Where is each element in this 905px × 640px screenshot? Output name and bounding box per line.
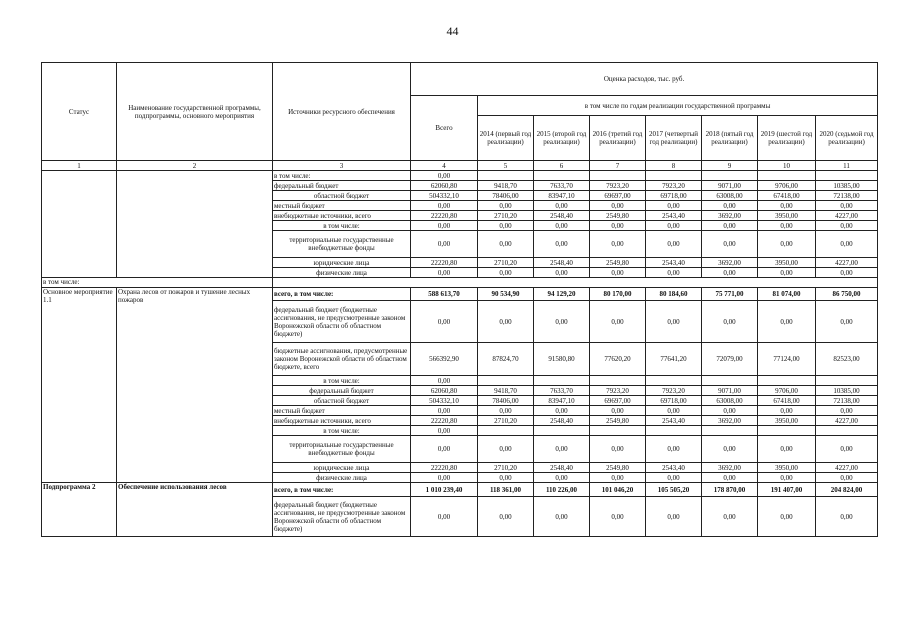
value-cell: 3950,00 [758,416,816,426]
value-cell: 0,00 [411,376,478,386]
value-cell: 0,00 [478,268,534,278]
value-cell: 0,00 [534,473,590,483]
value-cell: 0,00 [758,221,816,231]
source-label: областной бюджет [273,396,411,406]
value-cell: 191 407,00 [758,483,816,497]
value-cell: 2549,80 [590,463,646,473]
source-label: в том числе: [273,171,411,181]
value-cell: 0,00 [411,171,478,181]
value-cell: 7633,70 [534,386,590,396]
value-cell: 7923,20 [646,181,702,191]
value-cell: 9706,00 [758,386,816,396]
value-cell [478,171,534,181]
value-cell: 2548,40 [534,463,590,473]
value-cell [646,376,702,386]
subprogram-2-block [42,483,878,537]
empty-cell [117,171,273,278]
value-cell: 3950,00 [758,463,816,473]
header-estimate: Оценка расходов, тыс. руб. [411,63,878,96]
value-cell: 22220,80 [411,416,478,426]
value-cell [816,426,878,436]
value-cell: 2710,20 [478,211,534,221]
value-cell: 0,00 [816,221,878,231]
value-cell: 0,00 [478,436,534,463]
header-by-years: в том числе по годам реализации государственной программы [478,96,878,116]
value-cell: 0,00 [534,201,590,211]
col-number: 10 [758,161,816,171]
value-cell: 3692,00 [702,211,758,221]
value-cell [534,376,590,386]
header-source: Источники ресурсного обеспечения [273,63,411,161]
source-label: федеральный бюджет [273,181,411,191]
source-label: в том числе: [273,221,411,231]
header-year: 2015 (второй год реализации) [534,116,590,161]
block1 [42,171,878,288]
value-cell: 94 129,20 [534,288,590,301]
value-cell: 72079,00 [702,343,758,376]
value-cell: 80 184,60 [646,288,702,301]
value-cell: 2549,80 [590,211,646,221]
value-cell: 0,00 [646,436,702,463]
header-name: Наименование государственной программы, подпрограммы, основного мероприятия [117,63,273,161]
value-cell [646,171,702,181]
column-numbers-row [42,161,878,171]
value-cell: 504332,10 [411,396,478,406]
value-cell [646,426,702,436]
value-cell: 3692,00 [702,258,758,268]
table-row [42,288,878,301]
value-cell: 1 010 239,40 [411,483,478,497]
value-cell: 0,00 [816,231,878,258]
value-cell [702,171,758,181]
col-number: 5 [478,161,534,171]
header-year: 2018 (пятый год реализации) [702,116,758,161]
value-cell: 0,00 [411,201,478,211]
value-cell [816,376,878,386]
col-number: 6 [534,161,590,171]
col-number: 4 [411,161,478,171]
value-cell: 0,00 [478,221,534,231]
value-cell: 2543,40 [646,463,702,473]
value-cell: 0,00 [646,221,702,231]
source-label: областной бюджет [273,191,411,201]
value-cell: 0,00 [816,301,878,343]
value-cell: 91580,80 [534,343,590,376]
value-cell: 0,00 [816,268,878,278]
col-number: 9 [702,161,758,171]
value-cell: 77124,00 [758,343,816,376]
source-label: территориальные государственные внебюджетные фонды [273,436,411,463]
in-that-number-label: в том числе: [42,278,273,288]
value-cell [478,426,534,436]
source-label: в том числе: [273,426,411,436]
header-total: Всего [411,96,478,161]
table-row [42,483,878,497]
value-cell: 22220,80 [411,258,478,268]
value-cell [758,171,816,181]
value-cell: 0,00 [478,406,534,416]
value-cell: 0,00 [590,473,646,483]
value-cell: 0,00 [758,473,816,483]
empty-cell [42,171,117,278]
value-cell: 87824,70 [478,343,534,376]
value-cell: 4227,00 [816,258,878,268]
value-cell: 9071,00 [702,181,758,191]
value-cell: 4227,00 [816,463,878,473]
value-cell: 22220,80 [411,211,478,221]
value-cell: 0,00 [758,497,816,537]
source-label: в том числе: [273,376,411,386]
value-cell: 10385,00 [816,181,878,191]
value-cell: 0,00 [411,436,478,463]
value-cell: 0,00 [590,406,646,416]
value-cell: 69718,00 [646,396,702,406]
value-cell: 504332,10 [411,191,478,201]
value-cell [590,376,646,386]
source-label: федеральный бюджет (бюджетные ассигнования, не предусмотренные законом Воронежской области об областном бюджете) [273,301,411,343]
value-cell: 0,00 [758,268,816,278]
value-cell [534,426,590,436]
value-cell: 0,00 [590,268,646,278]
value-cell: 0,00 [816,436,878,463]
value-cell: 0,00 [646,301,702,343]
value-cell: 0,00 [702,231,758,258]
measure-1-1-block [42,288,878,483]
value-cell: 86 750,00 [816,288,878,301]
value-cell [758,426,816,436]
value-cell: 81 074,00 [758,288,816,301]
source-label: юридические лица [273,463,411,473]
value-cell: 0,00 [411,268,478,278]
value-cell: 7923,20 [590,181,646,191]
value-cell: 69697,00 [590,191,646,201]
value-cell: 0,00 [758,301,816,343]
value-cell: 2543,40 [646,416,702,426]
value-cell: 7923,20 [590,386,646,396]
col-number: 3 [273,161,411,171]
header-year: 2019 (шестой год реализации) [758,116,816,161]
source-label: бюджетные ассигнования, предусмотренные законом Воронежской области об областном бюджете, всего [273,343,411,376]
value-cell: 69718,00 [646,191,702,201]
value-cell: 0,00 [758,231,816,258]
value-cell: 0,00 [411,406,478,416]
value-cell: 83947,10 [534,191,590,201]
value-cell: 0,00 [702,268,758,278]
value-cell: 0,00 [702,497,758,537]
source-label: федеральный бюджет (бюджетные ассигнования, не предусмотренные законом Воронежской области об областном бюджете) [273,497,411,537]
header-year: 2020 (седьмой год реализации) [816,116,878,161]
value-cell: 110 226,00 [534,483,590,497]
value-cell: 3692,00 [702,463,758,473]
subprogram-name: Обеспечение использования лесов [117,483,273,537]
source-label: физические лица [273,268,411,278]
value-cell [702,376,758,386]
source-label: всего, в том числе: [273,483,411,497]
value-cell: 0,00 [534,231,590,258]
header-year: 2014 (первый год реализации) [478,116,534,161]
subprogram-status: Подпрограмма 2 [42,483,117,537]
value-cell: 178 870,00 [702,483,758,497]
value-cell: 2710,20 [478,258,534,268]
value-cell: 0,00 [702,301,758,343]
value-cell: 82523,00 [816,343,878,376]
value-cell: 77620,20 [590,343,646,376]
value-cell: 2710,20 [478,463,534,473]
value-cell [534,171,590,181]
value-cell: 0,00 [590,436,646,463]
value-cell: 566392,90 [411,343,478,376]
value-cell: 7633,70 [534,181,590,191]
value-cell: 77641,20 [646,343,702,376]
value-cell: 0,00 [478,231,534,258]
value-cell [816,171,878,181]
value-cell: 83947,10 [534,396,590,406]
value-cell: 4227,00 [816,416,878,426]
value-cell: 0,00 [646,231,702,258]
value-cell: 2543,40 [646,211,702,221]
value-cell: 0,00 [534,301,590,343]
value-cell: 3692,00 [702,416,758,426]
value-cell [478,376,534,386]
measure-status: Основное мероприятие 1.1 [42,288,117,483]
value-cell: 67418,00 [758,396,816,406]
value-cell: 204 824,00 [816,483,878,497]
value-cell: 0,00 [702,221,758,231]
value-cell: 0,00 [478,301,534,343]
value-cell: 63008,00 [702,396,758,406]
value-cell: 0,00 [758,201,816,211]
value-cell: 0,00 [702,473,758,483]
col-number: 8 [646,161,702,171]
empty-cell [273,278,878,288]
value-cell: 0,00 [590,201,646,211]
value-cell: 0,00 [534,268,590,278]
source-label: всего, в том числе: [273,288,411,301]
value-cell: 0,00 [534,436,590,463]
value-cell: 78406,00 [478,191,534,201]
header-year: 2016 (третий год реализации) [590,116,646,161]
value-cell: 0,00 [590,221,646,231]
value-cell: 118 361,00 [478,483,534,497]
value-cell: 0,00 [702,436,758,463]
value-cell: 0,00 [646,406,702,416]
value-cell: 0,00 [478,201,534,211]
value-cell: 0,00 [411,497,478,537]
budget-table [41,62,878,537]
value-cell [702,426,758,436]
table-row [42,171,878,181]
value-cell: 0,00 [702,201,758,211]
value-cell: 0,00 [411,231,478,258]
source-label: местный бюджет [273,201,411,211]
page-number: 44 [446,24,459,38]
value-cell: 2710,20 [478,416,534,426]
value-cell: 2548,40 [534,211,590,221]
value-cell: 0,00 [702,406,758,416]
value-cell: 69697,00 [590,396,646,406]
value-cell: 10385,00 [816,386,878,396]
measure-name: Охрана лесов от пожаров и тушение лесных пожаров [117,288,273,483]
value-cell: 7923,20 [646,386,702,396]
value-cell: 0,00 [646,497,702,537]
value-cell: 63008,00 [702,191,758,201]
value-cell: 9418,70 [478,386,534,396]
value-cell: 0,00 [534,406,590,416]
value-cell: 105 505,20 [646,483,702,497]
value-cell: 0,00 [758,436,816,463]
value-cell: 0,00 [411,301,478,343]
source-label: юридические лица [273,258,411,268]
value-cell: 588 613,70 [411,288,478,301]
col-number: 1 [42,161,117,171]
value-cell: 0,00 [816,473,878,483]
value-cell: 0,00 [534,497,590,537]
value-cell: 0,00 [816,497,878,537]
value-cell: 0,00 [646,268,702,278]
value-cell: 78406,00 [478,396,534,406]
value-cell: 80 170,00 [590,288,646,301]
value-cell: 0,00 [478,473,534,483]
value-cell: 0,00 [590,497,646,537]
source-label: внебюджетные источники, всего [273,416,411,426]
value-cell: 0,00 [646,473,702,483]
value-cell: 72138,00 [816,396,878,406]
value-cell: 0,00 [411,221,478,231]
value-cell: 0,00 [590,231,646,258]
value-cell: 3950,00 [758,258,816,268]
value-cell: 62060,80 [411,181,478,191]
value-cell: 9706,00 [758,181,816,191]
source-label: внебюджетные источники, всего [273,211,411,221]
value-cell: 3950,00 [758,211,816,221]
value-cell: 75 771,00 [702,288,758,301]
source-label: местный бюджет [273,406,411,416]
header-year: 2017 (четвертый год реализации) [646,116,702,161]
col-number: 11 [816,161,878,171]
value-cell: 2543,40 [646,258,702,268]
value-cell: 2548,40 [534,258,590,268]
value-cell: 22220,80 [411,463,478,473]
value-cell: 0,00 [478,497,534,537]
value-cell: 0,00 [411,426,478,436]
value-cell: 62060,80 [411,386,478,396]
col-number: 2 [117,161,273,171]
value-cell: 2548,40 [534,416,590,426]
source-label: физические лица [273,473,411,483]
in-that-number-row [42,278,878,288]
value-cell [758,376,816,386]
value-cell: 0,00 [590,301,646,343]
value-cell: 0,00 [758,406,816,416]
source-label: федеральный бюджет [273,386,411,396]
value-cell: 0,00 [646,201,702,211]
value-cell [590,426,646,436]
value-cell: 0,00 [411,473,478,483]
value-cell: 9071,00 [702,386,758,396]
value-cell: 72138,00 [816,191,878,201]
value-cell [590,171,646,181]
value-cell: 2549,80 [590,416,646,426]
header-status: Статус [42,63,117,161]
value-cell: 4227,00 [816,211,878,221]
col-number: 7 [590,161,646,171]
value-cell: 0,00 [816,201,878,211]
value-cell: 9418,70 [478,181,534,191]
value-cell: 101 046,20 [590,483,646,497]
value-cell: 67418,00 [758,191,816,201]
value-cell: 0,00 [816,406,878,416]
value-cell: 90 534,90 [478,288,534,301]
value-cell: 2549,80 [590,258,646,268]
source-label: территориальные государственные внебюджетные фонды [273,231,411,258]
value-cell: 0,00 [534,221,590,231]
